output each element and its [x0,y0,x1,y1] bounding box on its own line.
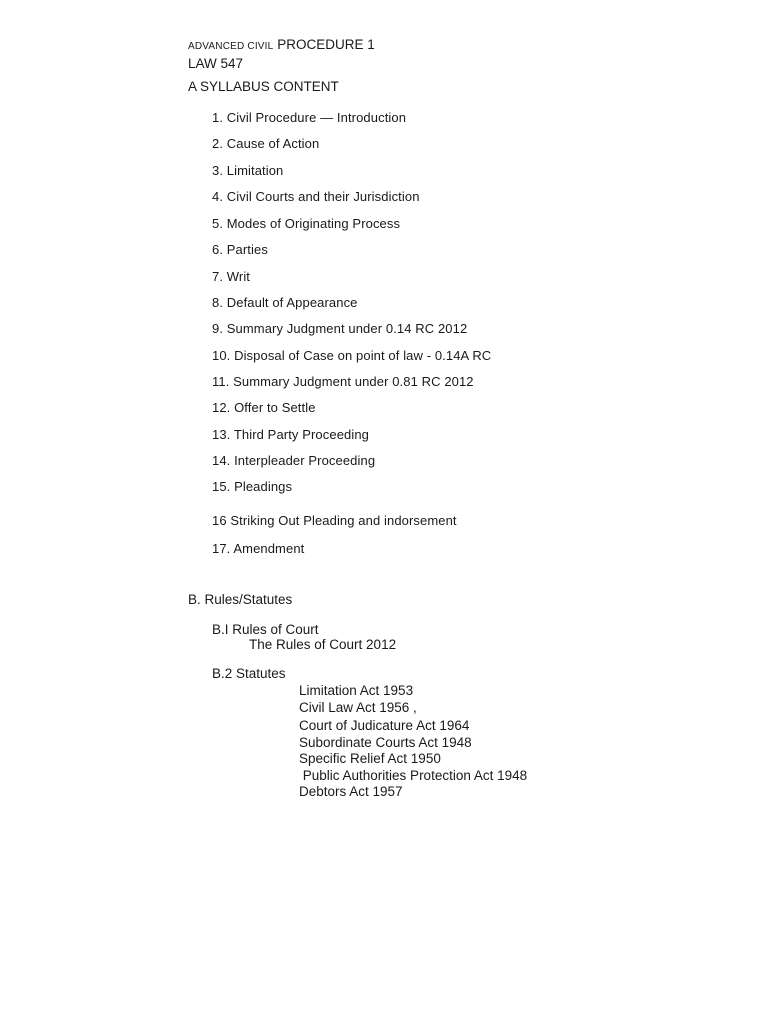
syllabus-item: 8. Default of Appearance [212,295,358,310]
rules-of-court-heading: B.I Rules of Court [212,622,319,637]
syllabus-item: 3. Limitation [212,163,284,178]
course-title-small: ADVANCED CIVIL [188,41,274,52]
statute-item: Specific Relief Act 1950 [299,751,441,766]
syllabus-item: 12. Offer to Settle [212,400,316,415]
statute-item: Limitation Act 1953 [299,683,414,698]
statute-item: Subordinate Courts Act 1948 [299,735,472,750]
syllabus-item: 6. Parties [212,242,268,257]
syllabus-item: 2. Cause of Action [212,136,320,151]
syllabus-item: 4. Civil Courts and their Jurisdiction [212,189,420,204]
statutes-heading: B.2 Statutes [212,666,286,681]
syllabus-item: 5. Modes of Originating Process [212,216,401,231]
syllabus-item: 16 Striking Out Pleading and indorsement [212,513,457,528]
rules-of-court-item: The Rules of Court 2012 [249,637,397,652]
syllabus-item: 9. Summary Judgment under 0.14 RC 2012 [212,321,468,336]
syllabus-item: 10. Disposal of Case on point of law - 0.14A RC [212,348,492,363]
statute-item: Public Authorities Protection Act 1948 [299,768,528,783]
syllabus-item: 1. Civil Procedure — Introduction [212,110,407,125]
syllabus-item: 11. Summary Judgment under 0.81 RC 2012 [212,374,474,389]
syllabus-item: 7. Writ [212,269,251,284]
course-code: LAW 547 [188,56,244,71]
statute-item: Civil Law Act 1956 , [299,700,417,715]
statute-item: Debtors Act 1957 [299,784,403,799]
course-title [188,37,375,52]
course-title-large: PROCEDURE 1 [277,37,375,52]
section-a-title: A SYLLABUS CONTENT [188,79,339,94]
statute-item: Court of Judicature Act 1964 [299,718,470,733]
syllabus-item: 14. Interpleader Proceeding [212,453,376,468]
section-b-title: B. Rules/Statutes [188,592,293,607]
syllabus-item: 13. Third Party Proceeding [212,427,370,442]
syllabus-item: 17. Amendment [212,541,305,556]
syllabus-item: 15. Pleadings [212,479,293,494]
